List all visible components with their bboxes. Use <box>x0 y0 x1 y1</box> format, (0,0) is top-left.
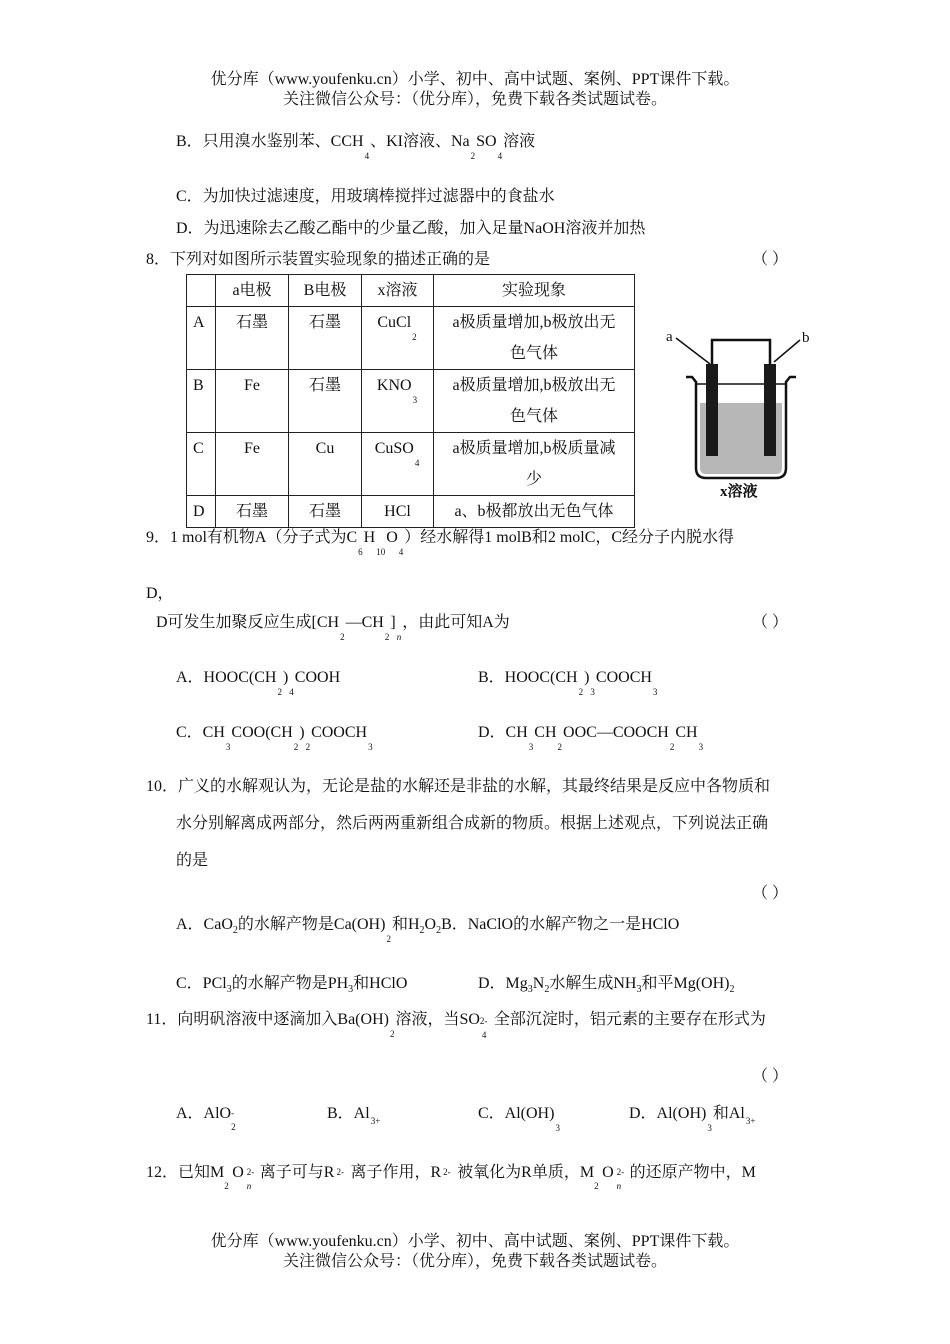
q9-stem-line-3: D可发生加聚反应生成$[CH_2—CH_2]_n$，由此可知A为 <box>156 614 510 642</box>
table-header-cell: x溶液 <box>362 275 434 307</box>
b-electrode-cell: Cu <box>289 433 362 496</box>
q9-option-c: C．$CH_3COO(CH_2)_2COOCH_3$ <box>176 724 373 752</box>
a-electrode-cell: 石墨 <box>216 307 289 370</box>
a-electrode-cell: Fe <box>216 433 289 496</box>
x-solution-cell: CuSO$_4$ <box>362 433 434 496</box>
table-row <box>187 433 635 496</box>
table-row <box>187 307 635 370</box>
q7-option-d: D．为迅速除去乙酸乙酯中的少量乙酸，加入足量NaOH溶液并加热 <box>176 220 646 237</box>
option-cell: D <box>187 496 216 528</box>
q9-answer-paren: （ ） <box>752 614 789 631</box>
q8-stem: 8．下列对如图所示装置实验现象的描述正确的是 <box>146 251 491 268</box>
q9-stem-line-2: D， <box>146 585 174 602</box>
phenomenon-cell: a极质量增加,b极放出无 色气体 <box>434 370 635 433</box>
electrode-a-label: a <box>666 329 673 345</box>
table-header-cell: B电极 <box>289 275 362 307</box>
q10-answer-paren: （ ） <box>752 885 789 902</box>
option-cell: C <box>187 433 216 496</box>
q12-stem: 12．已知M 2 O 2- n 离子可与R 2- 离子作用，R 2- 被氧化为R单质，M 2 O 2- n 的还原产物中，M <box>146 1164 756 1191</box>
q11-option-b: B．$Al_{3+}$ <box>327 1105 381 1126</box>
q8-answer-paren: （ ） <box>752 251 789 268</box>
q10-options-a-b: A．CaO$_2$的水解产物是$Ca(OH)_2$和$H_2O_2B$．NaClO的水解产物之一是HClO <box>176 916 680 944</box>
q10-option-c: C．PCl$_3$的水解产物是$PH_3$和HClO <box>176 975 408 996</box>
option-cell: A <box>187 307 216 370</box>
table-header-cell: 实验现象 <box>434 275 635 307</box>
table-row <box>187 370 635 433</box>
phenomenon-cell: a、b极都放出无色气体 <box>434 496 635 528</box>
q11-option-d: D．$Al(OH)_3$和$Al_{3+}$ <box>629 1105 756 1133</box>
b-electrode-cell: 石墨 <box>289 370 362 433</box>
phenomenon-cell: a极质量增加,b极放出无 色气体 <box>434 307 635 370</box>
table-row <box>187 496 635 528</box>
solution-caption: x溶液 <box>720 484 758 500</box>
option-cell: B <box>187 370 216 433</box>
x-solution-cell: $KNO_3$ <box>362 370 434 433</box>
q9-stem-line-1: 9．1 mol有机物A（分子式为$C_6H_{10}O_4$）经水解得1 molB和2 molC，C经分子内脱水得 <box>146 529 735 557</box>
q11-answer-paren: （ ） <box>752 1068 789 1085</box>
electrolysis-apparatus-figure <box>662 328 812 500</box>
footer-line-2: 关注微信公众号：（优分库），免费下载各类试题试卷。 <box>282 1253 667 1270</box>
phenomenon-cell: a极质量增加,b极质量减 少 <box>434 433 635 496</box>
q10-stem-line-2: 水分别解离成两部分，然后两两重新组合成新的物质。根据上述观点，下列说法正确 <box>176 815 769 832</box>
q7-option-c: C．为加快过滤速度，用玻璃棒搅拌过滤器中的食盐水 <box>176 188 555 205</box>
q7-option-b: B．只用溴水鉴别苯、$CCH_4$、KI溶液、$Na_2SO_4$溶液 <box>176 133 536 161</box>
q10-option-d: D．$Mg_3N_2$水解生成$NH_3$和平$Mg(OH)_2$ <box>478 975 735 996</box>
b-electrode-cell: 石墨 <box>289 307 362 370</box>
a-electrode-cell: Fe <box>216 370 289 433</box>
q10-stem-line-3: 的是 <box>176 852 209 869</box>
q9-option-b: B．$HOOC(CH_2)_3COOCH_3$ <box>478 669 658 697</box>
q10-stem-line-1: 10．广义的水解观认为，无论是盐的水解还是非盐的水解，其最终结果是反应中各物质和 <box>146 778 771 795</box>
q9-option-a: A．$HOOC(CH_2)_4COOH$ <box>176 669 341 697</box>
header-line-2: 关注微信公众号：（优分库），免费下载各类试题试卷。 <box>282 91 667 108</box>
q11-option-c: C．$Al(OH)_3$ <box>478 1105 560 1133</box>
q11-stem: 11．向明矾溶液中逐滴加入$Ba(OH)_2$溶液，当SO 2- 4 全部沉淀时，铝元素的主要存在形式为 <box>146 1011 766 1040</box>
q11-option-a: A．AlO - 2 <box>176 1105 236 1132</box>
x-solution-cell: HCl <box>362 496 434 528</box>
q8-experiment-table <box>186 274 635 528</box>
footer-line-1: 优分库（www.youfenku.cn）小学、初中、高中试题、案例、PPT课件下载。 <box>210 1233 740 1250</box>
header-line-1: 优分库（www.youfenku.cn）小学、初中、高中试题、案例、PPT课件下载。 <box>210 71 740 88</box>
a-electrode-cell: 石墨 <box>216 496 289 528</box>
x-solution-cell: CuCl$_2$ <box>362 307 434 370</box>
q9-option-d: D．$CH_3CH_2OOC—COOCH_2CH_3$ <box>478 724 704 752</box>
electrode-b-label: b <box>802 330 810 346</box>
table-header-row <box>187 275 635 307</box>
table-header-cell: a电极 <box>216 275 289 307</box>
table-header-cell <box>187 275 216 307</box>
b-electrode-cell: 石墨 <box>289 496 362 528</box>
